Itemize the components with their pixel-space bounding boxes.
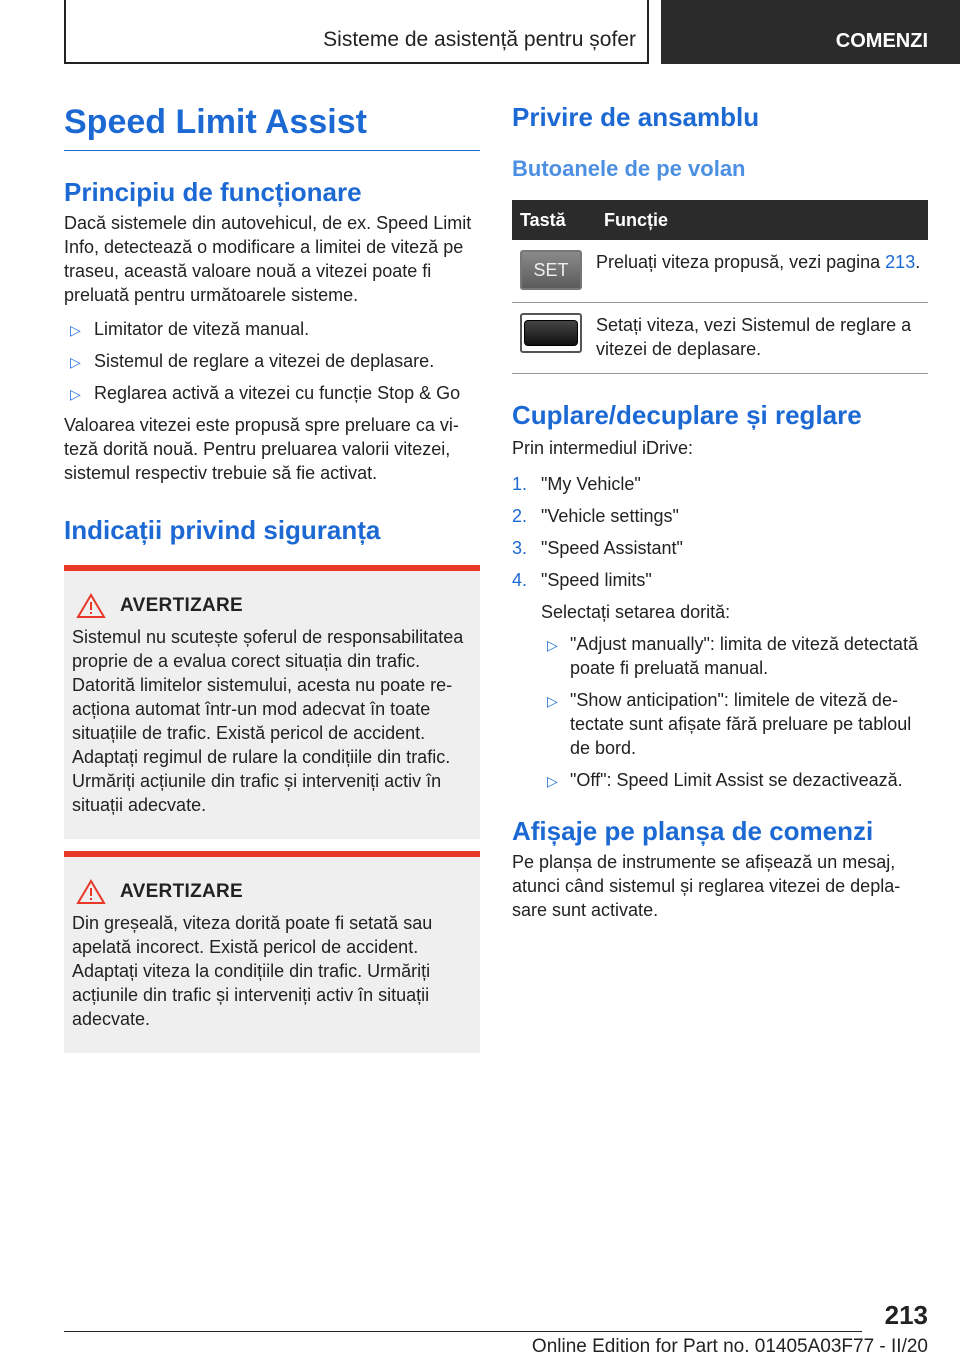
table-row xyxy=(512,240,928,303)
function-cell: Setați viteza, vezi Sistemul de reglare a vitezei de deplasare. xyxy=(596,303,928,374)
page-title: Speed Limit Assist xyxy=(64,100,480,151)
heading-display: Afișaje pe planșa de comenzi xyxy=(512,816,874,846)
chapter-tab[interactable]: COMENZI xyxy=(661,0,960,64)
paragraph-principle: Dacă sistemele din autovehicul, de ex. Speed Limit Info, detectează o modificare a limitei de viteză pe traseu, această valoare nouă a vitezei poate fi preluată pentru următoarele sisteme. xyxy=(64,213,472,305)
list-item: ▷ Limitator de viteză manual. xyxy=(64,317,480,341)
heading-coupling: Cuplare/decuplare și reglare xyxy=(512,400,862,430)
warning-text: Sistemul nu scutește șoferul de responsabilitatea proprie de a evalua corect situația din trafic. Datorită limitelor sistemului, acesta nu poate reacționa automat într-un mod adecvat în toate situațiile de trafic. Există pericol de accident. Adaptați regimul de rulare la condițiile din trafic. Urmăriți acțiunile din trafic și interveniți activ în situații adecvate. xyxy=(72,627,464,815)
header-divider xyxy=(64,0,66,64)
warning-label: AVERTIZARE xyxy=(120,595,243,616)
triangle-bullet-icon: ▷ xyxy=(547,773,558,789)
heading-safety: Indicații privind siguranța xyxy=(64,515,381,545)
buttons-table xyxy=(512,200,928,374)
section-title: Sisteme de asistență pentru șofer xyxy=(323,28,636,51)
warning-triangle-icon xyxy=(76,879,106,905)
page-number: 213 xyxy=(884,1300,928,1330)
triangle-bullet-icon: ▷ xyxy=(70,354,81,370)
triangle-bullet-icon: ▷ xyxy=(547,693,558,709)
triangle-bullet-icon: ▷ xyxy=(70,386,81,402)
triangle-bullet-icon: ▷ xyxy=(547,637,558,653)
column-header-key: Tastă xyxy=(512,200,596,240)
list-item: 1. "My Vehicle" xyxy=(512,474,641,494)
page-link[interactable]: 213 xyxy=(885,252,916,272)
list-item: ▷ "Show anticipation": limitele de viteză detectate sunt afișate fără preluare pe tabloul de bord. xyxy=(547,690,912,758)
list-item: 3. "Speed Assistant" xyxy=(512,538,683,558)
page-header xyxy=(0,0,960,66)
list-item: ▷ "Off": Speed Limit Assist se dezactivează. xyxy=(541,768,928,792)
warning-header xyxy=(72,879,472,905)
triangle-bullet-icon: ▷ xyxy=(70,322,81,338)
list-item: ▷ Reglarea activă a vitezei cu funcție Stop & Go xyxy=(64,381,480,405)
list-item: ▷ Sistemul de reglare a vitezei de deplasare. xyxy=(64,349,480,373)
list-item: 2. "Vehicle settings" xyxy=(512,506,679,526)
column-header-function: Funcție xyxy=(596,200,928,240)
header-divider xyxy=(64,62,648,64)
left-column xyxy=(64,100,480,1053)
rocker-switch-icon xyxy=(520,313,582,353)
edition-footer: Online Edition for Part no. 01405A03F77 - II/20 xyxy=(531,1336,928,1357)
list-item: 4. "Speed limits" Selectați setarea dorită: ▷ "Adjust manually": limita de viteză detectată poate fi preluată manual. ▷ "Show anticipation": limitele de viteză detectate sunt afișate fără preluare pe tabloul de bord. ▷ "Off": Speed Limit Assist se dezactivează. xyxy=(512,568,928,792)
heading-buttons: Butoanele de pe volan xyxy=(512,156,746,181)
bullet-list xyxy=(64,317,480,405)
key-cell xyxy=(512,240,596,303)
sub-bullet-list xyxy=(541,632,928,792)
steps-list xyxy=(512,472,928,792)
warning-text: Din greșeală, viteza dorită poate fi setată sau apelată incorect. Există pericol de accident. Adaptați viteza la condițiile din trafic. Urmăriți acțiunile din trafic și interveniți activ în situații adecvate. xyxy=(72,913,433,1029)
warning-label: AVERTIZARE xyxy=(120,881,243,902)
function-cell: Preluați viteza propusă, vezi pagina 213. xyxy=(596,240,928,303)
footer-divider xyxy=(64,1331,862,1332)
paragraph-display: Pe planșa de instrumente se afișează un mesaj, atunci când sistemul și reglarea vitezei de deplasare sunt activate. xyxy=(512,852,901,920)
right-column xyxy=(512,100,928,922)
table-row xyxy=(512,303,928,374)
paragraph-idrive: Prin intermediul iDrive: xyxy=(512,438,694,458)
paragraph-value: Valoarea vitezei este propusă spre preluare ca viteză dorită nouă. Pentru preluarea valorii vitezei, sistemul respectiv trebuie să fie activat. xyxy=(64,415,459,483)
warning-header xyxy=(72,593,472,619)
select-text: Selectați setarea dorită: xyxy=(541,602,731,622)
heading-principle: Principiu de funcționare xyxy=(64,177,362,207)
warning-box xyxy=(64,565,480,839)
heading-overview: Privire de ansamblu xyxy=(512,102,760,132)
warning-box xyxy=(64,851,480,1053)
warning-triangle-icon xyxy=(76,593,106,619)
header-divider xyxy=(647,0,649,64)
set-button-icon: SET xyxy=(520,250,582,290)
list-item: ▷ "Adjust manually": limita de viteză detectată poate fi preluată manual. xyxy=(547,634,918,678)
key-cell xyxy=(512,303,596,374)
